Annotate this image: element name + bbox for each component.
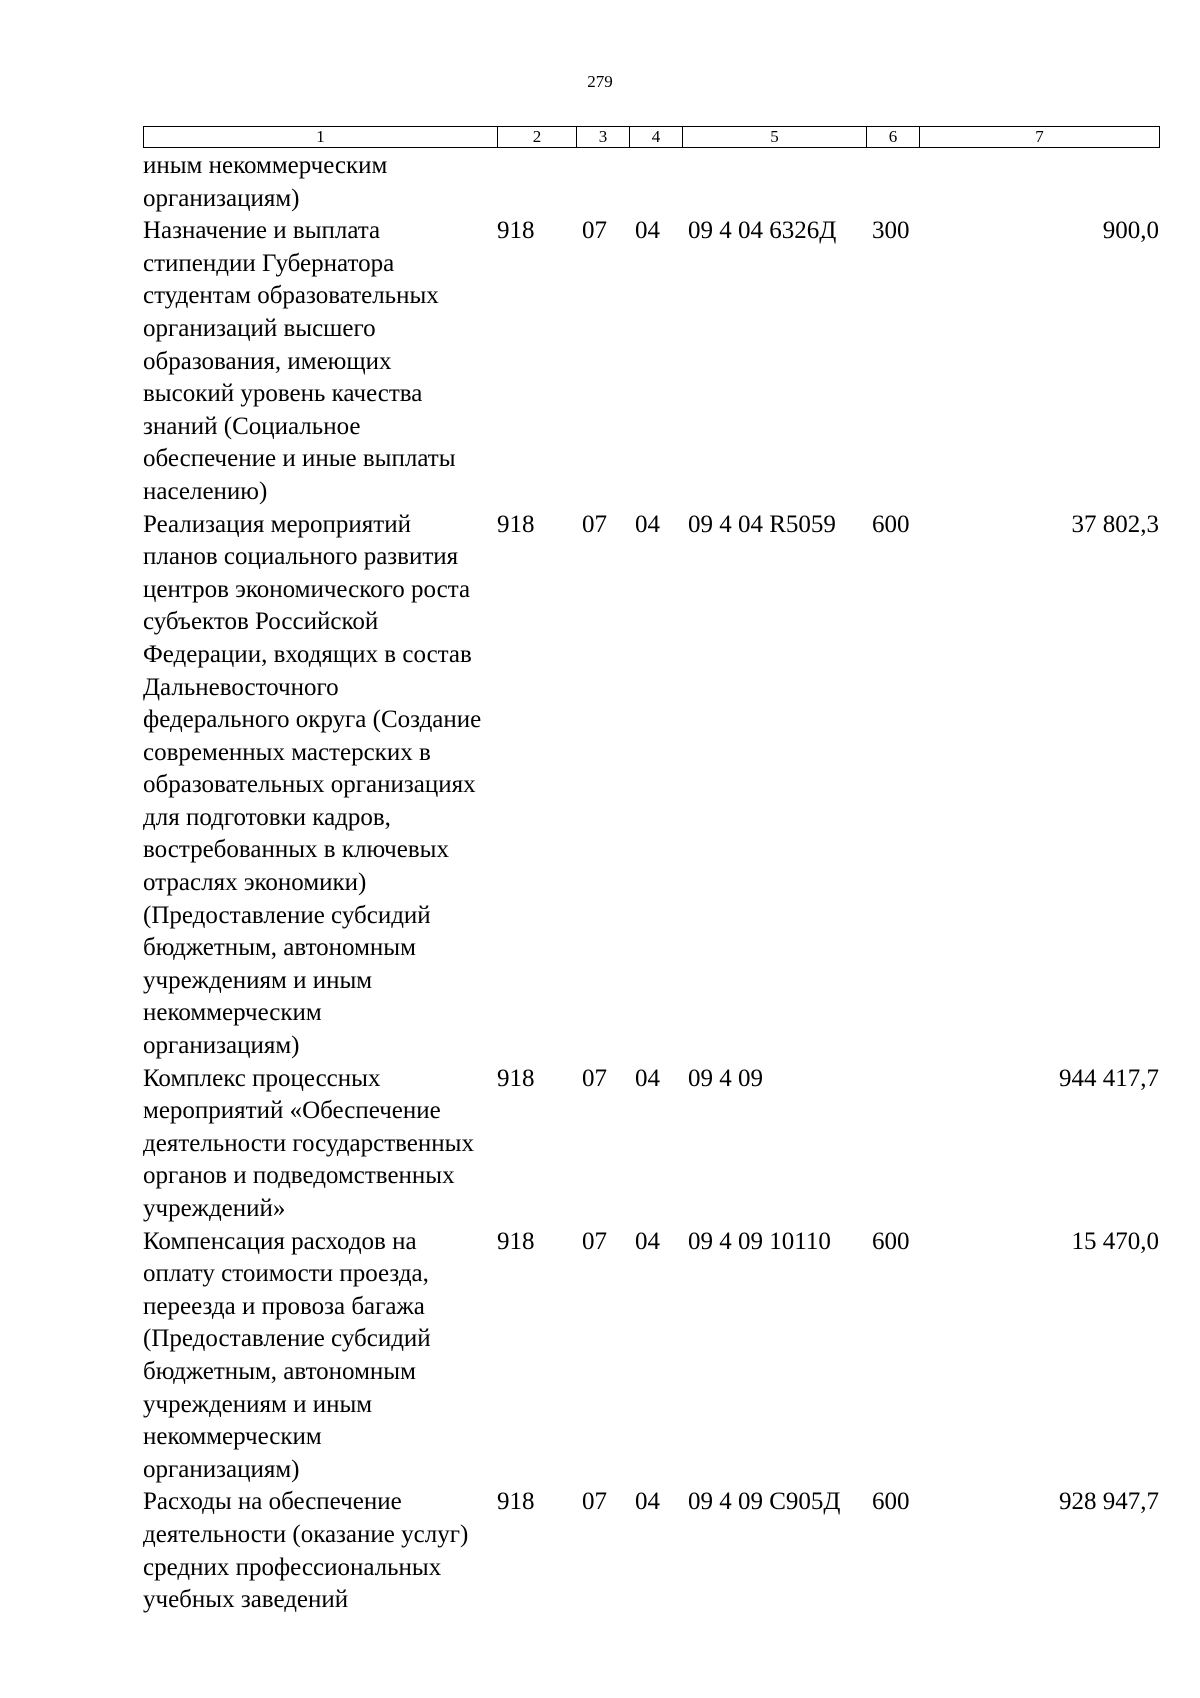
row-expense-type: 600 <box>872 1488 910 1516</box>
row-ministry-code: 918 <box>497 510 535 538</box>
header-col-2: 2 <box>498 127 577 148</box>
page-number: 279 <box>587 72 613 91</box>
row-subsection-code: 04 <box>635 1064 660 1092</box>
row-section-code: 07 <box>582 1488 607 1516</box>
row-ministry-code: 918 <box>497 1488 535 1516</box>
row-amount: 37 802,3 <box>1071 510 1159 538</box>
row-section-code: 07 <box>582 510 607 538</box>
row-expense-type <box>866 150 919 215</box>
table-row <box>143 215 1159 508</box>
column-number-header <box>143 126 1160 148</box>
row-amount: 944 417,7 <box>1059 1064 1159 1092</box>
table-row <box>143 1063 1159 1226</box>
row-target-code: 09 4 09 <box>688 1064 763 1092</box>
table-row <box>143 509 1159 1063</box>
row-subsection-code: 04 <box>635 1227 660 1255</box>
row-ministry-code: 918 <box>497 1227 535 1255</box>
row-section-code <box>576 150 629 215</box>
row-expense-type: 600 <box>872 1227 910 1255</box>
row-description: Назначение и выплата стипендии Губернатора студентам образовательных организаций высшего образования, имеющих высокий уровень качества знаний (Социальное обеспечение и иные выплаты населению) <box>143 217 456 505</box>
row-subsection-code: 04 <box>635 217 660 245</box>
row-description: Расходы на обеспечение деятельности (оказание услуг) средних профессиональных учебных заведений <box>143 1488 469 1614</box>
row-section-code: 07 <box>582 217 607 245</box>
row-amount: 928 947,7 <box>1059 1488 1159 1516</box>
row-description: Компенсация расходов на оплату стоимости проезда, переезда и провоза багажа (Предоставление субсидий бюджетным, автономным учреждениям и иным некоммерческим организациям) <box>143 1227 431 1483</box>
row-section-code: 07 <box>582 1064 607 1092</box>
row-ministry-code <box>497 150 576 215</box>
header-col-4: 4 <box>630 127 683 148</box>
header-col-5: 5 <box>683 127 867 148</box>
row-ministry-code: 918 <box>497 217 535 245</box>
row-target-code: 09 4 04 6326Д <box>688 217 837 245</box>
header-col-1: 1 <box>144 127 498 148</box>
row-subsection-code: 04 <box>635 510 660 538</box>
row-target-code: 09 4 09 С905Д <box>688 1488 841 1516</box>
row-amount <box>919 150 1159 215</box>
row-description: Реализация мероприятий планов социального развития центров экономического роста субъектов Российской Федерации, входящих в состав Дальневосточного федерального округа (Создание современных мастерских в образовательных организациях для подготовки кадров, востребованных в ключевых отраслях экономики) (Предоставление субсидий бюджетным, автономным учреждениям и иным некоммерческим организациям) <box>143 510 482 1060</box>
header-row <box>144 127 1160 148</box>
row-subsection-code: 04 <box>635 1488 660 1516</box>
row-description: Комплекс процессных мероприятий «Обеспечение деятельности государственных органов и подведомственных учреждений» <box>143 1064 474 1222</box>
table-row <box>143 1226 1159 1487</box>
row-section-code: 07 <box>582 1227 607 1255</box>
row-amount: 900,0 <box>1102 217 1159 245</box>
row-expense-type <box>866 1063 919 1226</box>
budget-table <box>143 150 1159 1617</box>
table-row <box>143 150 1159 215</box>
row-target-code <box>682 150 866 215</box>
row-ministry-code: 918 <box>497 1064 535 1092</box>
header-col-7: 7 <box>920 127 1160 148</box>
row-description: иным некоммерческим организациям) <box>143 152 388 212</box>
row-expense-type: 600 <box>872 510 910 538</box>
row-target-code: 09 4 09 10110 <box>688 1227 831 1255</box>
row-amount: 15 470,0 <box>1071 1227 1159 1255</box>
table-row <box>143 1486 1159 1616</box>
row-subsection-code <box>629 150 682 215</box>
header-col-3: 3 <box>577 127 630 148</box>
row-expense-type: 300 <box>872 217 910 245</box>
row-target-code: 09 4 04 R5059 <box>688 510 836 538</box>
header-col-6: 6 <box>867 127 920 148</box>
